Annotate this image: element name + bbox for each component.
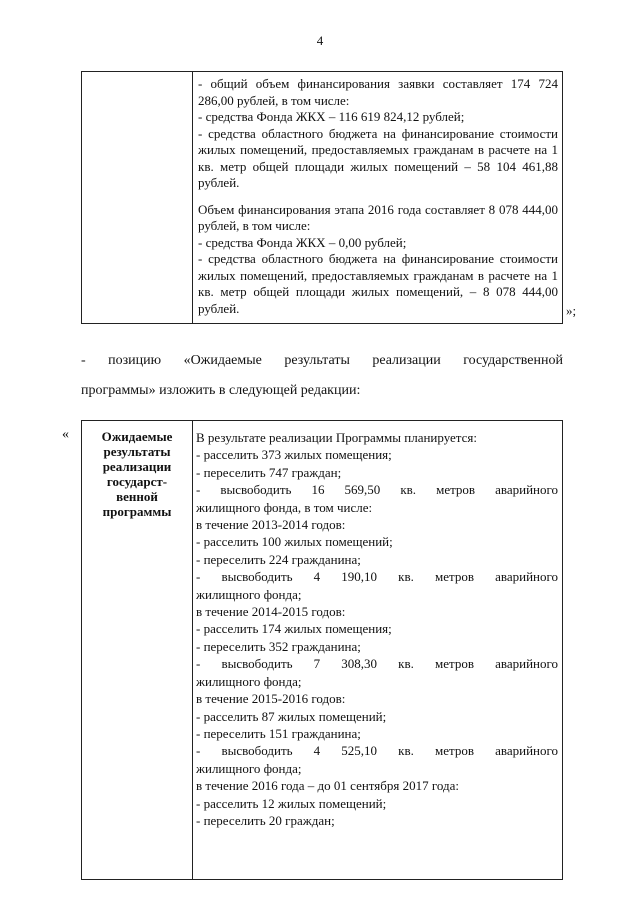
results-line: жилищного фонда, в том числе: <box>196 499 373 515</box>
results-line: - расселить 373 жилых помещения; <box>196 447 392 463</box>
label-line: государст- <box>106 474 168 489</box>
label-line: реализации <box>102 459 172 474</box>
results-line: в течение 2013-2014 годов: <box>196 517 346 533</box>
results-line: - расселить 174 жилых помещения; <box>196 621 392 637</box>
results-line: - высвободить 16 569,50 кв. метров аварийного <box>196 482 558 498</box>
results-line: - переселить 747 граждан; <box>196 464 342 480</box>
financing-fund: - средства Фонда ЖКХ – 116 619 824,12 рублей; <box>198 109 465 124</box>
financing-cell <box>198 76 558 317</box>
label-line: результаты <box>103 444 171 459</box>
results-line: - расселить 87 жилых помещений; <box>196 708 387 724</box>
column-divider <box>192 421 193 879</box>
results-line: - расселить 12 жилых помещений; <box>196 795 387 811</box>
results-line: - высвободить 4 190,10 кв. метров аварийного <box>196 569 558 585</box>
results-line: - переселить 20 граждан; <box>196 812 335 828</box>
results-line: в течение 2015-2016 годов: <box>196 691 346 707</box>
results-line: жилищного фонда; <box>196 586 302 602</box>
results-line: жилищного фонда; <box>196 760 302 776</box>
page-number: 4 <box>316 33 324 48</box>
stage-2016-regional: - средства областного бюджета на финансирование стоимости жилых помещений, предоставляемых гражданам в расчете на 1 кв. метр общей площади жилых помещений, – 8 078 444,00 рублей. <box>198 251 558 316</box>
results-line: - переселить 151 гражданина; <box>196 725 361 741</box>
financing-table <box>81 71 563 324</box>
instruction-line-1: - позицию «Ожидаемые результаты реализации государственной <box>81 353 563 368</box>
column-divider <box>192 72 193 323</box>
instruction-line-2: программы» изложить в следующей редакции: <box>81 383 361 398</box>
stage-2016-fund: - средства Фонда ЖКХ – 0,00 рублей; <box>198 234 407 250</box>
results-line: - высвободить 7 308,30 кв. метров аварийного <box>196 656 558 672</box>
expected-results-table <box>81 420 563 880</box>
closing-quote: »; <box>566 303 577 318</box>
financing-regional: - средства областного бюджета на финансирование стоимости жилых помещений, предоставляемых гражданам в расчете на 1 кв. метр общей площади жилых помещений – 58 104 461,88 рублей. <box>198 125 558 190</box>
results-cell <box>196 429 558 829</box>
label-line: программы <box>102 504 172 519</box>
results-line: в течение 2014-2015 годов: <box>196 604 346 620</box>
results-line: - переселить 352 гражданина; <box>196 638 361 654</box>
label-line: венной <box>116 489 158 504</box>
results-line: жилищного фонда; <box>196 673 302 689</box>
results-line: - переселить 224 гражданина; <box>196 551 361 567</box>
results-line: В результате реализации Программы планируется: <box>196 430 478 445</box>
row-label <box>82 429 192 519</box>
results-line: - расселить 100 жилых помещений; <box>196 534 393 550</box>
opening-quote: « <box>62 427 69 442</box>
stage-2016-total: Объем финансирования этапа 2016 года составляет 8 078 444,00 рублей, в том числе: <box>198 201 558 233</box>
label-line: Ожидаемые <box>101 429 173 444</box>
results-line: в течение 2016 года – до 01 сентября 2017 года: <box>196 778 460 794</box>
financing-total: - общий объем финансирования заявки составляет 174 724 286,00 рублей, в том числе: <box>198 76 558 108</box>
results-line: - высвободить 4 525,10 кв. метров аварийного <box>196 743 558 759</box>
